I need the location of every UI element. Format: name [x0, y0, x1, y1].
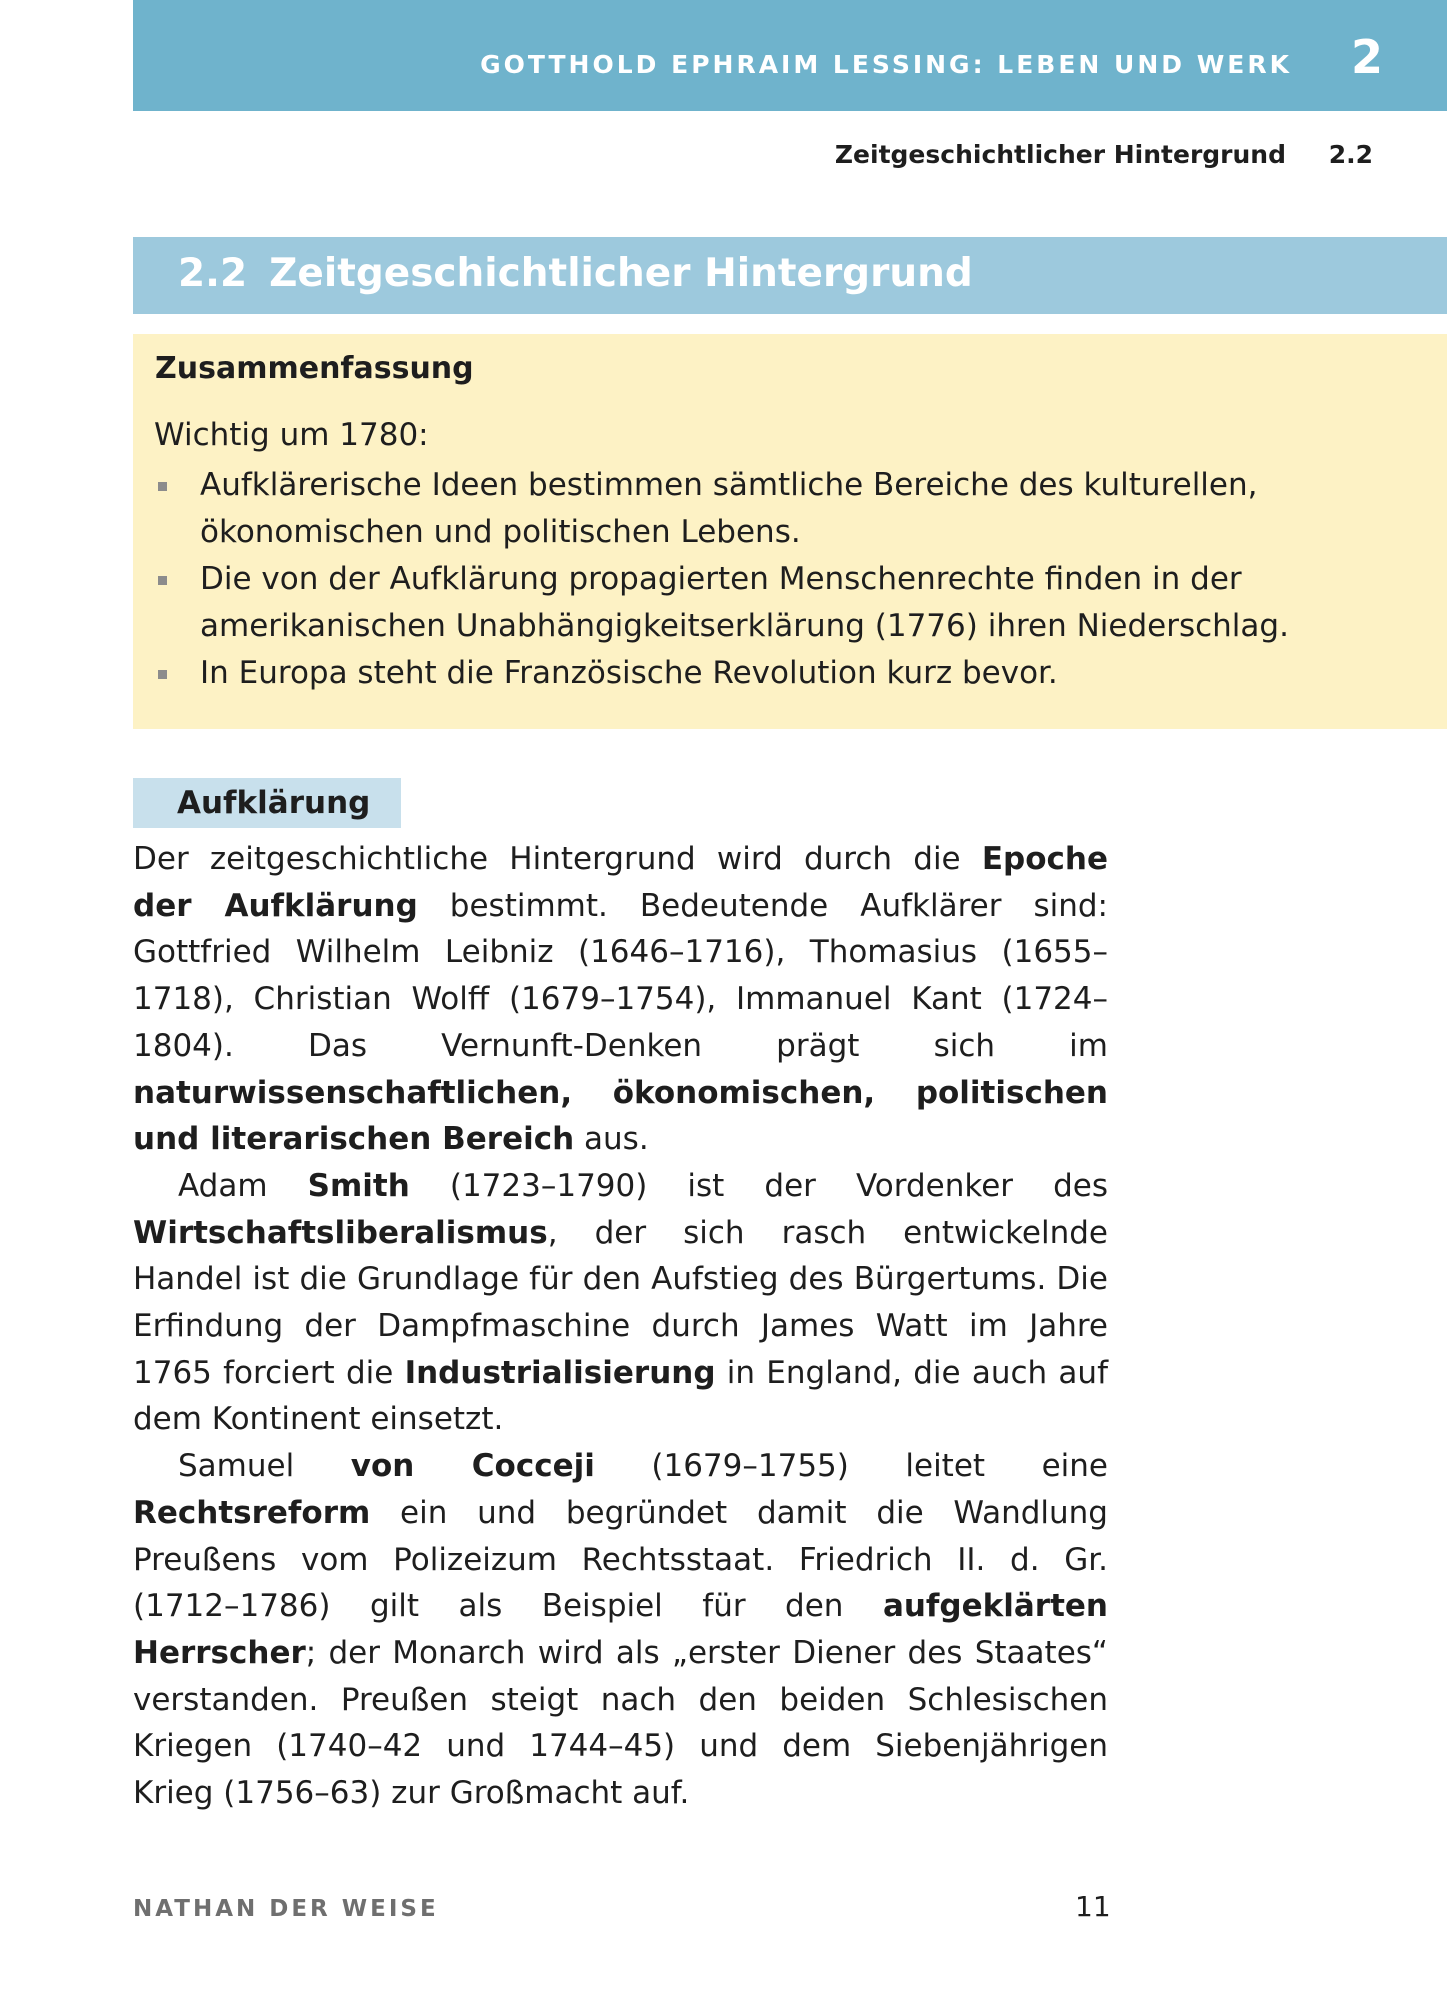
page-number: 11 [1075, 1890, 1111, 1923]
summary-title: Zusammenfassung [155, 351, 474, 386]
square-bullet-icon [158, 576, 167, 585]
bold-term: von Cocceji [350, 1448, 595, 1485]
bold-term: Epoche der Aufklärung [133, 841, 1108, 924]
keyword-tab [133, 778, 401, 828]
body-text [133, 836, 1108, 1817]
bold-term: aufgeklärten Herrscher [133, 1588, 1108, 1671]
header-band [133, 0, 1447, 111]
bold-term: Rechtsreform [133, 1494, 371, 1531]
summary-item: Aufklärerische Ideen bestimmen sämtliche Bereiche des kulturellen, ökonomischen und politischen Lebens. [154, 462, 1334, 556]
text-run: Der zeitgeschichtliche Hintergrund wird durch die [133, 841, 982, 877]
bold-term: Industrialisierung [404, 1354, 716, 1391]
bold-term: naturwissenschaftlichen, ökonomischen, politischen und literarischen Bereich [133, 1074, 1108, 1158]
text-run: in England, die auch auf dem Kontinent einsetzt. [133, 1354, 1108, 1438]
text-run: (1723–1790) ist der Vordenker des [409, 1167, 1109, 1204]
text-run: bestimmt. Bedeutende Aufklärer sind: Gottfried Wilhelm Leibniz (1646–1716), Thomasius (1655–1718), Christian Wolff (1679–1754), Immanuel Kant (1724–1804). Das Vernunft-Denken prägt sich im [133, 887, 1108, 1064]
section-heading [178, 251, 973, 296]
summary-intro: Wichtig um 1780: [154, 417, 429, 453]
section-ref-title: Zeitgeschichtlicher Hintergrund [834, 140, 1286, 169]
paragraph [133, 836, 1108, 1163]
footer-book-title: NATHAN DER WEISE [133, 1896, 439, 1922]
text-run: Adam [178, 1167, 308, 1204]
text-run: (1679–1755) leitet eine [594, 1448, 1108, 1485]
text-run: , der sich rasch entwickelnde Handel ist die Grundlage für den Aufstieg des Bürgertums. Die Erfindung der Dampfmaschine durch James Watt im Jahre 1765 forciert die [133, 1214, 1108, 1391]
square-bullet-icon [158, 670, 167, 679]
section-heading-band [133, 237, 1447, 314]
summary-box [133, 334, 1447, 729]
summary-item: In Europa steht die Französische Revolution kurz bevor. [154, 650, 1334, 697]
section-number: 2.2 [178, 251, 248, 296]
chapter-number: 2 [1350, 30, 1383, 84]
running-title: GOTTHOLD EPHRAIM LESSING: LEBEN UND WERK [480, 50, 1292, 79]
text-run: Samuel [178, 1448, 351, 1485]
section-ref-number: 2.2 [1328, 140, 1373, 169]
square-bullet-icon [158, 482, 167, 491]
paragraph [133, 1443, 1108, 1817]
section-title: Zeitgeschichtlicher Hintergrund [269, 251, 973, 296]
keyword-label: Aufklärung [177, 785, 371, 821]
text-run: ; der Monarch wird als „erster Diener des Staates“ verstanden. Preußen steigt nach den beiden Schlesischen Kriegen (1740–42 und 1744–45) und dem Siebenjährigen Krieg (1756–63) zur Großmacht auf. [133, 1634, 1108, 1812]
bold-term: Wirtschaftsliberalismus [133, 1214, 548, 1251]
text-run: ein und begründet damit die Wandlung Preußens vom Polizeizum Rechtsstaat. Friedrich II. d. Gr. (1712–1786) gilt als Beispiel für den [133, 1494, 1108, 1625]
paragraph [133, 1163, 1108, 1443]
text-run: aus. [574, 1121, 649, 1158]
summary-item: Die von der Aufklärung propagierten Menschenrechte finden in der amerikanischen Unabhängigkeitserklärung (1776) ihren Niederschlag. [154, 556, 1334, 650]
summary-list [154, 462, 1334, 697]
bold-term: Smith [307, 1167, 410, 1204]
